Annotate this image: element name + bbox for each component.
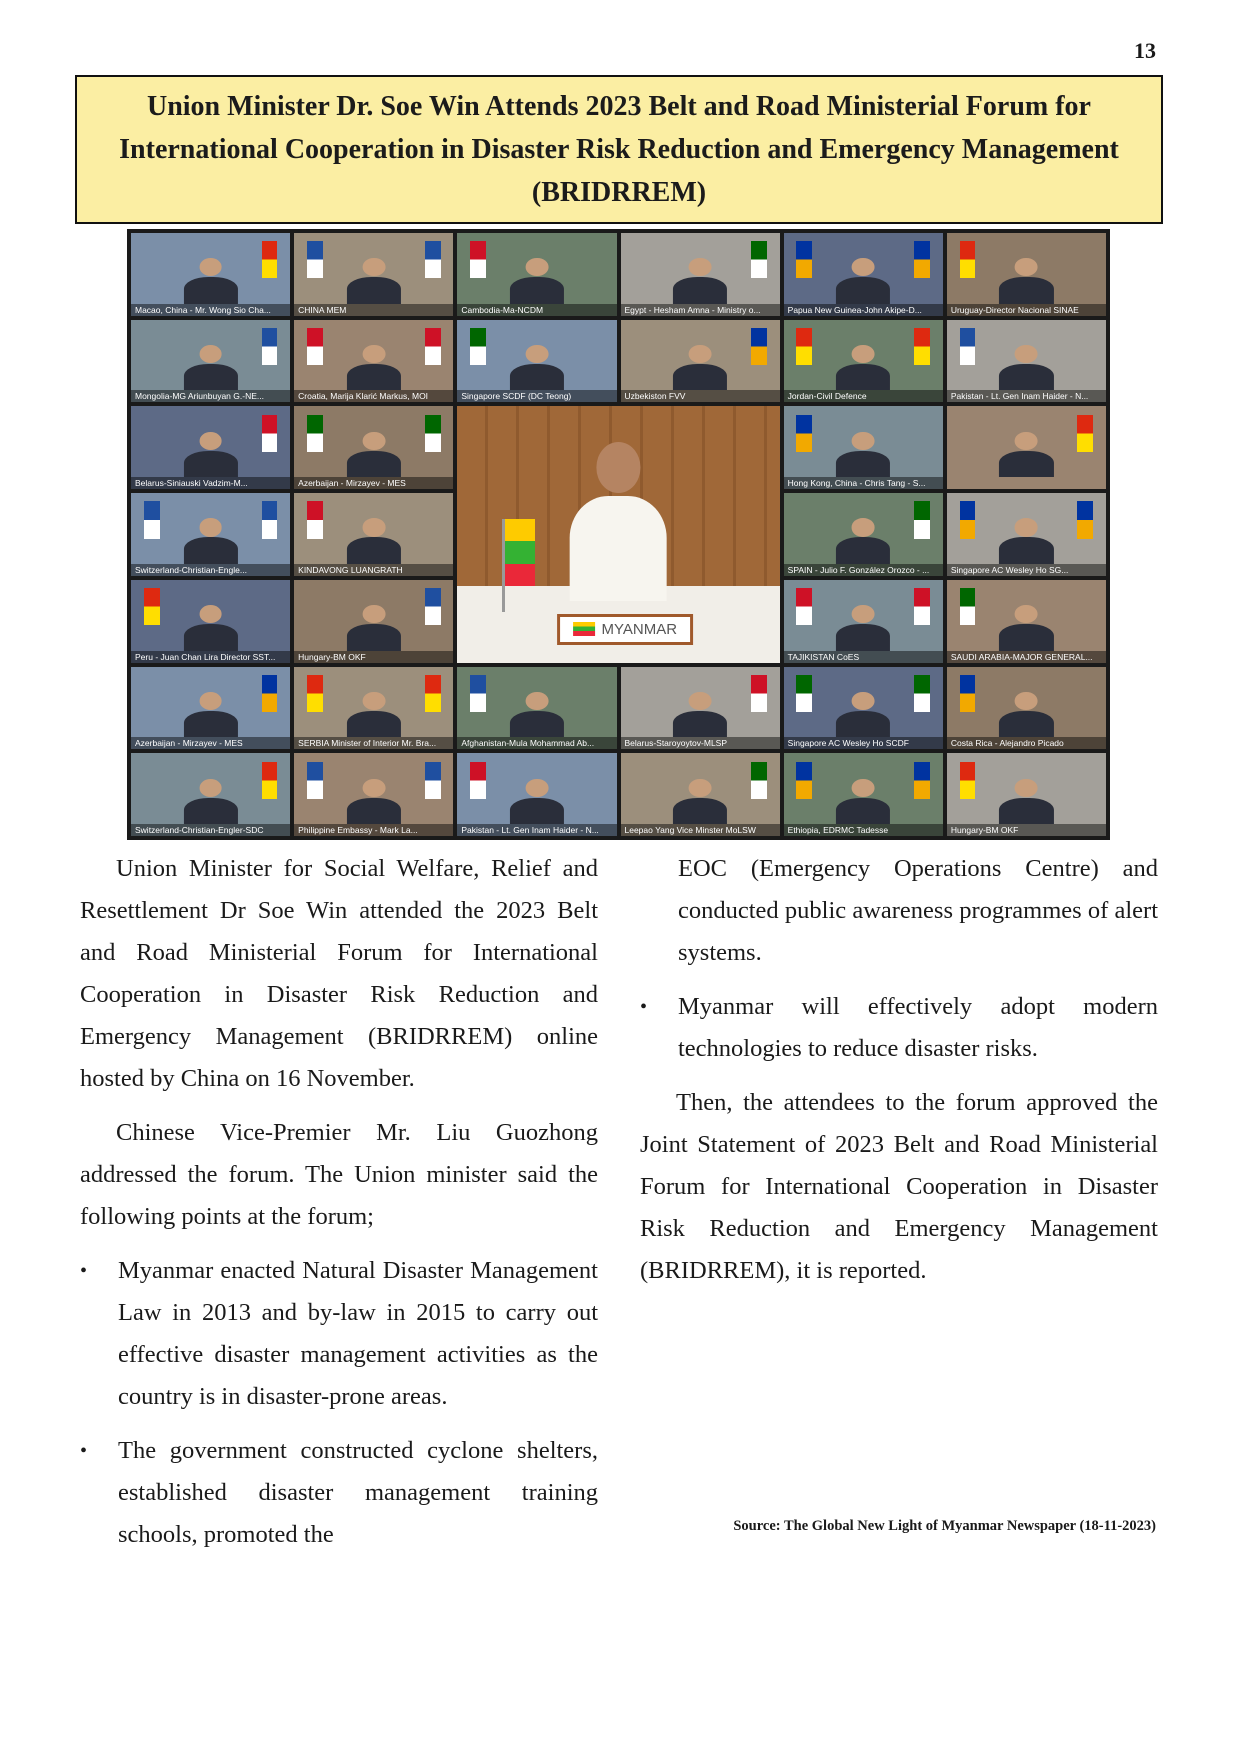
flag-icon xyxy=(262,762,278,799)
right-column xyxy=(640,848,1158,1304)
participant-caption: Singapore SCDF (DC Teong) xyxy=(457,390,616,402)
bullet-text: Myanmar will effectively adopt modern technologies to reduce disaster risks. xyxy=(678,993,1158,1062)
flag-icon xyxy=(307,501,323,538)
participant-figure xyxy=(184,692,238,737)
flag-icon xyxy=(144,501,160,538)
participant-caption: Azerbaijan - Mirzayev - MES xyxy=(131,737,290,749)
participant-figure xyxy=(836,779,890,824)
participant-tile xyxy=(621,320,780,403)
flag-icon xyxy=(960,762,976,799)
flag-icon xyxy=(960,675,976,712)
participant-figure xyxy=(836,605,890,650)
participant-tile xyxy=(784,493,943,576)
participant-caption: Leepao Yang Vice Minster MoLSW xyxy=(621,824,780,836)
myanmar-flag-icon xyxy=(502,519,534,586)
participant-figure xyxy=(999,432,1053,477)
participant-tile xyxy=(131,753,290,836)
participant-figure xyxy=(673,779,727,824)
bullet-icon: • xyxy=(80,1440,88,1462)
flag-icon xyxy=(751,328,767,365)
participant-tile xyxy=(947,233,1106,316)
participant-caption: Switzerland-Christian-Engle... xyxy=(131,564,290,576)
flag-icon xyxy=(307,328,323,365)
participant-tile xyxy=(131,406,290,489)
participant-tile xyxy=(457,667,616,750)
flag-icon xyxy=(960,588,976,625)
flag-icon xyxy=(262,415,278,452)
participant-caption: Peru - Juan Chan Lira Director SST... xyxy=(131,651,290,663)
flag-icon xyxy=(307,415,323,452)
participant-caption: Switzerland-Christian-Engler-SDC xyxy=(131,824,290,836)
flag-icon xyxy=(796,415,812,452)
participant-figure xyxy=(673,258,727,303)
participant-figure xyxy=(510,345,564,390)
participant-figure xyxy=(510,779,564,824)
participant-caption: Azerbaijan - Mirzayev - MES xyxy=(294,477,453,489)
flag-icon xyxy=(914,675,930,712)
participant-figure xyxy=(347,432,401,477)
flag-icon xyxy=(914,501,930,538)
participant-caption: Belarus-Siniauski Vadzim-M... xyxy=(131,477,290,489)
flag-icon xyxy=(470,241,486,278)
flag-icon xyxy=(470,762,486,799)
participant-figure xyxy=(999,605,1053,650)
participant-caption: Mongolia-MG Ariunbuyan G.-NE... xyxy=(131,390,290,402)
paragraph-conclusion: Then, the attendees to the forum approved the Joint Statement of 2023 Belt and Road Ministerial Forum for International Cooperation in Disaster Risk Reduction and Emergency Management (BRIDRREM), it is reported. xyxy=(640,1089,1158,1284)
participant-tile xyxy=(294,320,453,403)
participant-figure xyxy=(184,345,238,390)
participant-figure xyxy=(347,692,401,737)
participant-figure xyxy=(836,432,890,477)
flag-icon xyxy=(914,588,930,625)
participant-tile xyxy=(457,320,616,403)
participant-figure xyxy=(999,258,1053,303)
participant-caption: Cambodia-Ma-NCDM xyxy=(457,304,616,316)
participant-figure xyxy=(999,779,1053,824)
participant-caption: Singapore AC Wesley Ho SG... xyxy=(947,564,1106,576)
flag-icon xyxy=(796,588,812,625)
video-conference-photo xyxy=(127,229,1110,840)
bullet-item xyxy=(640,986,1158,1070)
flag-icon xyxy=(262,501,278,538)
participant-figure xyxy=(673,692,727,737)
participant-caption: KINDAVONG LUANGRATH xyxy=(294,564,453,576)
page-number: 13 xyxy=(1134,38,1156,63)
flag-icon xyxy=(425,241,441,278)
participant-figure xyxy=(673,345,727,390)
myanmar-minister-tile xyxy=(457,406,779,662)
participant-tile xyxy=(784,320,943,403)
participant-caption: SPAIN - Julio F. González Orozco - ... xyxy=(784,564,943,576)
participant-caption: Hong Kong, China - Chris Tang - S... xyxy=(784,477,943,489)
participant-figure xyxy=(347,518,401,563)
flag-icon xyxy=(796,675,812,712)
participant-figure xyxy=(836,258,890,303)
participant-figure xyxy=(347,605,401,650)
participant-figure xyxy=(836,345,890,390)
flag-icon xyxy=(1077,415,1093,452)
participant-tile xyxy=(784,753,943,836)
article-title-box xyxy=(75,75,1163,224)
participant-tile xyxy=(294,406,453,489)
participant-caption: Macao, China - Mr. Wong Sio Cha... xyxy=(131,304,290,316)
participant-caption: SAUDI ARABIA-MAJOR GENERAL... xyxy=(947,651,1106,663)
bullet-item xyxy=(80,1250,598,1418)
flag-icon xyxy=(960,328,976,365)
participant-tile xyxy=(947,667,1106,750)
participant-caption: Uruguay-Director Nacional SINAE xyxy=(947,304,1106,316)
bullet-text: EOC (Emergency Operations Centre) and conducted public awareness programmes of alert systems. xyxy=(678,855,1158,966)
participant-caption: Croatia, Marija Klarić Markus, MOI xyxy=(294,390,453,402)
participant-tile xyxy=(131,580,290,663)
participant-tile xyxy=(947,580,1106,663)
flag-icon xyxy=(470,675,486,712)
nameplate-label: MYANMAR xyxy=(601,620,678,638)
participant-caption: Afghanistan-Mula Mohammad Ab... xyxy=(457,737,616,749)
flag-icon xyxy=(307,675,323,712)
flag-icon xyxy=(914,328,930,365)
flag-icon xyxy=(425,675,441,712)
participant-caption: Jordan-Civil Defence xyxy=(784,390,943,402)
participant-caption: SERBIA Minister of Interior Mr. Bra... xyxy=(294,737,453,749)
participant-figure xyxy=(347,779,401,824)
participant-figure xyxy=(184,258,238,303)
participant-figure xyxy=(347,258,401,303)
participant-caption: Costa Rica - Alejandro Picado xyxy=(947,737,1106,749)
participant-tile xyxy=(294,580,453,663)
participant-caption: Uzbekiston FVV xyxy=(621,390,780,402)
flag-icon xyxy=(425,328,441,365)
flag-icon xyxy=(425,588,441,625)
bullet-item xyxy=(80,1430,598,1556)
participant-tile xyxy=(784,580,943,663)
participant-caption: Belarus-Staroyoytov-MLSP xyxy=(621,737,780,749)
participant-caption: Philippine Embassy - Mark La... xyxy=(294,824,453,836)
participant-tile xyxy=(131,667,290,750)
participant-grid xyxy=(131,233,1106,836)
bullet-icon: • xyxy=(80,1260,88,1282)
flag-icon xyxy=(914,241,930,278)
participant-figure xyxy=(184,518,238,563)
flag-icon xyxy=(914,762,930,799)
participant-tile xyxy=(784,233,943,316)
minister-figure xyxy=(570,442,667,601)
participant-tile xyxy=(294,233,453,316)
participant-tile xyxy=(131,320,290,403)
participant-caption: TAJIKISTAN CoES xyxy=(784,651,943,663)
participant-figure xyxy=(510,258,564,303)
flag-icon xyxy=(796,241,812,278)
flag-icon xyxy=(307,241,323,278)
participant-tile xyxy=(947,753,1106,836)
flag-icon xyxy=(751,675,767,712)
participant-caption: Papua New Guinea-John Akipe-D... xyxy=(784,304,943,316)
participant-tile xyxy=(131,233,290,316)
left-column xyxy=(80,848,598,1568)
participant-figure xyxy=(836,692,890,737)
participant-tile xyxy=(947,493,1106,576)
participant-figure xyxy=(999,692,1053,737)
paragraph-address: Chinese Vice-Premier Mr. Liu Guozhong addressed the forum. The Union minister said the following points at the forum; xyxy=(80,1119,598,1230)
participant-caption: Hungary-BM OKF xyxy=(294,651,453,663)
participant-tile xyxy=(947,406,1106,489)
flag-icon xyxy=(262,241,278,278)
participant-tile xyxy=(784,406,943,489)
participant-tile xyxy=(621,233,780,316)
bullet-text: Myanmar enacted Natural Disaster Management Law in 2013 and by-law in 2015 to carry out effective disaster management activities as the country is in disaster-prone areas. xyxy=(118,1257,598,1410)
participant-tile xyxy=(947,320,1106,403)
flag-icon xyxy=(144,588,160,625)
participant-caption: Hungary-BM OKF xyxy=(947,824,1106,836)
flag-icon xyxy=(425,762,441,799)
participant-caption: Singapore AC Wesley Ho SCDF xyxy=(784,737,943,749)
participant-tile xyxy=(131,493,290,576)
flag-icon xyxy=(960,241,976,278)
bullet-icon: • xyxy=(640,996,648,1018)
article-title: Union Minister Dr. Soe Win Attends 2023 Belt and Road Ministerial Forum for International Cooperation in Disaster Risk Reduction and Emergency Management (BRIDRREM) xyxy=(119,91,1119,208)
participant-tile xyxy=(621,753,780,836)
participant-tile xyxy=(294,493,453,576)
participant-tile xyxy=(457,233,616,316)
participant-tile xyxy=(784,667,943,750)
flag-icon xyxy=(262,328,278,365)
flag-icon xyxy=(960,501,976,538)
participant-caption: Pakistan - Lt. Gen Inam Haider - N... xyxy=(457,824,616,836)
flag-icon xyxy=(796,762,812,799)
participant-tile xyxy=(294,753,453,836)
flag-icon xyxy=(307,762,323,799)
participant-caption: CHINA MEM xyxy=(294,304,453,316)
country-nameplate xyxy=(558,614,693,645)
flag-icon xyxy=(751,241,767,278)
bullet-continuation xyxy=(640,848,1158,974)
flag-icon xyxy=(751,762,767,799)
participant-tile xyxy=(621,667,780,750)
participant-figure xyxy=(184,432,238,477)
bullet-text: The government constructed cyclone shelters, established disaster management training schools, promoted the xyxy=(118,1437,598,1548)
participant-figure xyxy=(347,345,401,390)
flag-icon xyxy=(470,328,486,365)
paragraph-intro: Union Minister for Social Welfare, Relief and Resettlement Dr Soe Win attended the 2023 Belt and Road Ministerial Forum for International Cooperation in Disaster Risk Reduction and Emergency Management (BRIDRREM) online hosted by China on 16 November. xyxy=(80,855,598,1092)
participant-tile xyxy=(457,753,616,836)
source-credit: Source: The Global New Light of Myanmar Newspaper (18-11-2023) xyxy=(733,1518,1156,1534)
flag-icon xyxy=(796,328,812,365)
flag-icon xyxy=(262,675,278,712)
participant-caption: Pakistan - Lt. Gen Inam Haider - N... xyxy=(947,390,1106,402)
flag-icon xyxy=(425,415,441,452)
participant-figure xyxy=(836,518,890,563)
myanmar-flag-icon xyxy=(573,622,595,636)
participant-figure xyxy=(184,605,238,650)
participant-caption: Ethiopia, EDRMC Tadesse xyxy=(784,824,943,836)
participant-figure xyxy=(510,692,564,737)
flag-icon xyxy=(1077,501,1093,538)
participant-tile xyxy=(294,667,453,750)
participant-caption: Egypt - Hesham Amna - Ministry o... xyxy=(621,304,780,316)
participant-figure xyxy=(184,779,238,824)
participant-figure xyxy=(999,345,1053,390)
participant-figure xyxy=(999,518,1053,563)
